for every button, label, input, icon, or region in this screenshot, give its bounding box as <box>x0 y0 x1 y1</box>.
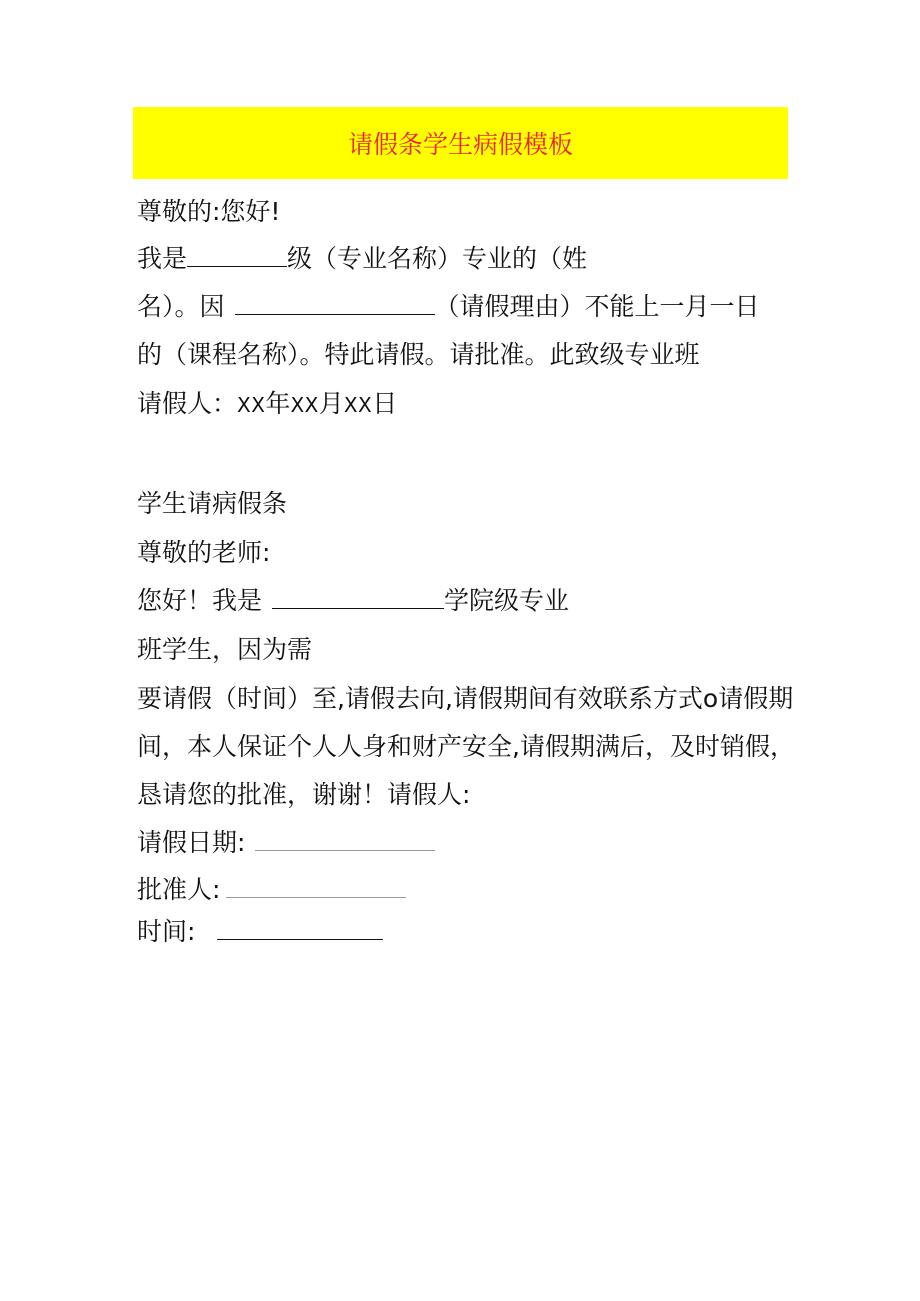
letter1-greeting: 尊敬的:您好! <box>137 197 281 226</box>
year-placeholder: XX <box>237 393 266 417</box>
reason-blank[interactable] <box>235 292 435 315</box>
letter2-line5: 要请假（时间）至,请假去向,请假期间有效联系方式o请假期 <box>137 684 794 713</box>
letter1-line3: 名）。因 （请假理由）不能上一月一日 <box>137 292 760 321</box>
approver-label: 批准人: <box>137 875 221 904</box>
letter2-line3: 您好！我是 学院级专业 <box>137 586 570 615</box>
college-blank[interactable] <box>272 586 444 609</box>
leave-date-label: 请假日期: <box>137 828 246 857</box>
letter2-line7: 恳请您的批准，谢谢！请假人: <box>137 780 471 809</box>
time-row <box>137 917 383 947</box>
title-banner <box>133 107 788 179</box>
leave-date-row <box>137 828 435 858</box>
letter2-salutation: 尊敬的老师: <box>137 538 271 567</box>
letter1-line2: 我是 级（专业名称）专业的（姓 <box>137 244 588 273</box>
grade-blank[interactable] <box>187 244 287 267</box>
approver-row <box>137 875 406 905</box>
leave-date-blank[interactable] <box>255 832 435 851</box>
day-placeholder: XX <box>343 393 373 417</box>
document-title: 请假条学生病假模板 <box>347 130 573 159</box>
letter1-line4: 的（课程名称）。特此请假。请批准。此致级专业班 <box>137 340 700 369</box>
letter2-heading: 学生请病假条 <box>137 489 288 518</box>
time-label: 时间: <box>137 917 196 946</box>
letter2-line6: 间，本人保证个人人身和财产安全,请假期满后，及时销假， <box>137 732 795 761</box>
letter2-line4: 班学生，因为需 <box>137 635 313 664</box>
time-blank[interactable] <box>217 917 383 940</box>
approver-blank[interactable] <box>226 879 406 898</box>
month-placeholder: XX <box>290 393 319 417</box>
letter1-signature-date: 请假人：XX年XX月XX日 <box>137 389 398 418</box>
